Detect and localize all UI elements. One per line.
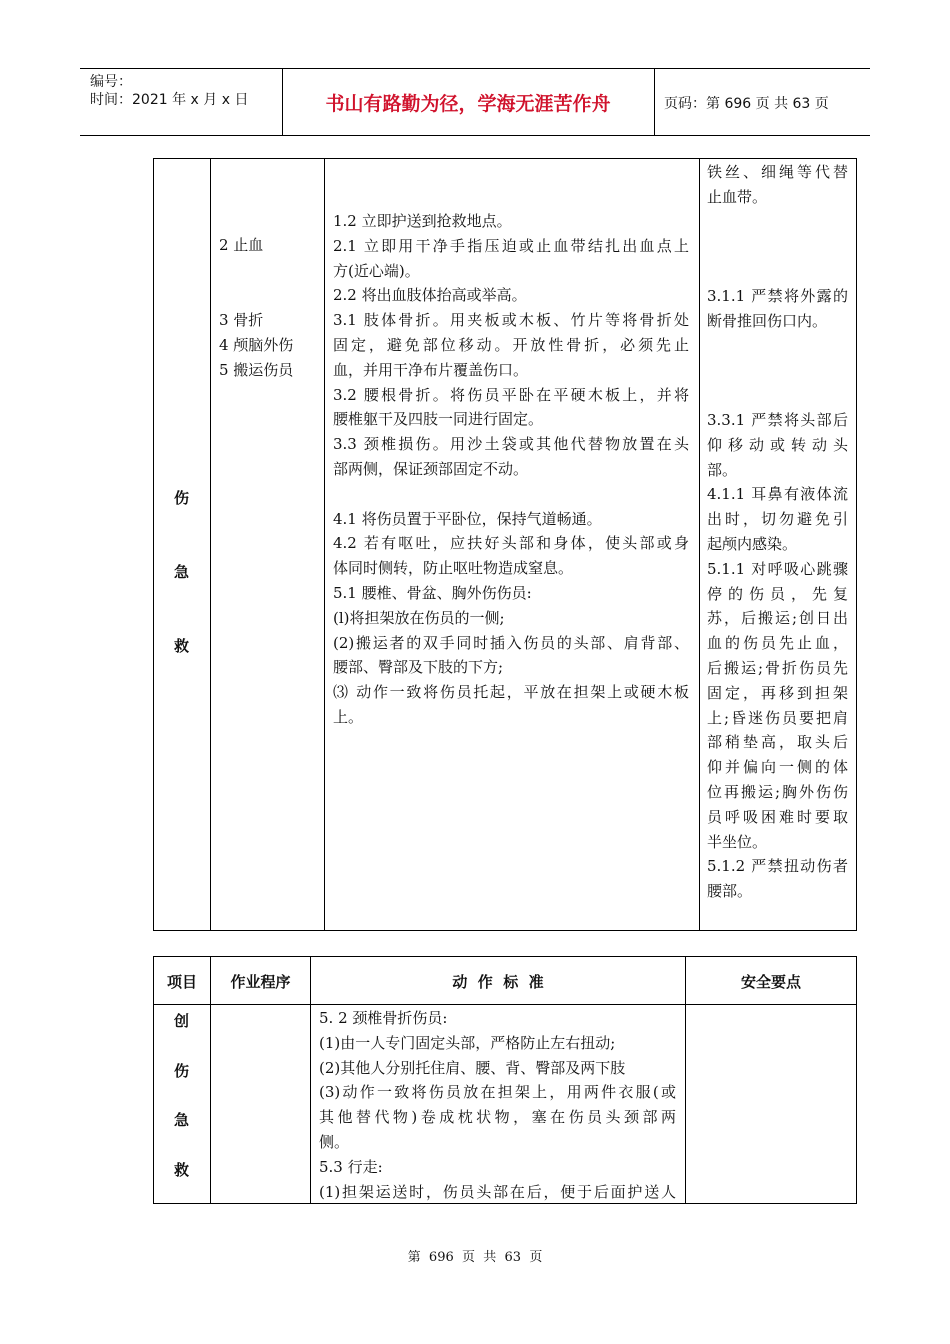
safety-line: 部稍垫高，取头后 <box>707 733 848 752</box>
header-top-rule <box>80 68 870 69</box>
table2-item-char: 救 <box>174 1161 190 1179</box>
doc-time-label: 时间：2021 年 x 月 x 日 <box>90 92 249 108</box>
action-line: 5.1 腰椎、骨盆、胸外伤伤员: <box>333 583 532 602</box>
action-line: (l)将担架放在伤员的一侧; <box>333 608 505 627</box>
safety-line: 苏，后搬运;创日出 <box>707 609 848 628</box>
action-line: 3.3 颈椎损伤。用沙土袋或其他代替物放置在头 <box>333 435 689 454</box>
safety-line: 4.1.1 耳鼻有液体流 <box>707 485 848 504</box>
table2-header-item: 项目 <box>166 973 197 991</box>
action-line: 上。 <box>333 707 364 726</box>
action-line: 其他替代物)卷成枕状物，塞在伤员头颈部两 <box>319 1108 676 1127</box>
safety-line: 部。 <box>707 460 738 479</box>
table1-col-border-1 <box>210 158 211 931</box>
table1-bottom-border <box>153 930 857 931</box>
safety-line: 员呼吸困难时要取 <box>707 807 848 826</box>
safety-line: 3.1.1 严禁将外露的 <box>707 286 848 305</box>
table1-item-char: 伤 <box>174 489 190 507</box>
procedure-step: 5 搬运伤员 <box>219 360 294 379</box>
safety-line: 腰部。 <box>707 882 753 901</box>
action-line: (2)搬运者的双手同时插入伤员的头部、肩背部、 <box>333 633 689 652</box>
table2-col-border-3 <box>685 956 686 1204</box>
safety-line <box>707 210 848 235</box>
safety-line: 铁丝、细绳等代替 <box>707 163 848 181</box>
action-line: (3)动作一致将伤员放在担架上，用两件衣服(或 <box>319 1083 676 1102</box>
table1-procedure-cell-lower <box>219 308 293 382</box>
action-line: 3.2 腰根骨折。将伤员平卧在平硬木板上，并将 <box>333 385 689 404</box>
safety-line: 后搬运;骨折伤员先 <box>707 658 848 677</box>
action-line: 侧。 <box>319 1132 350 1151</box>
safety-line: 5.1.2 严禁扭动伤者 <box>707 857 848 876</box>
page-footer: 第 696 页 共 63 页 <box>407 1250 543 1265</box>
header-page-label: 页码：第 696 页 共 63 页 <box>664 96 829 112</box>
table1-col-border-4 <box>856 158 857 931</box>
table1-col-border-2 <box>324 158 325 931</box>
safety-line: 仰并偏向一侧的体 <box>707 758 848 777</box>
table2-header-border <box>153 1004 857 1005</box>
table1-top-border <box>153 158 857 159</box>
action-line: 2.2 将出血肢体抬高或举高。 <box>333 286 527 305</box>
action-line: 4.1 将伤员置于平卧位，保持气道畅通。 <box>333 509 602 528</box>
header-motto: 书山有路勤为径，学海无涯苦作舟 <box>325 93 611 115</box>
action-line: (1)担架运送时，伤员头部在后，便于后面护送人 <box>319 1182 676 1201</box>
action-line: (2)其他人分别托住肩、腰、背、臀部及两下肢 <box>319 1058 626 1077</box>
safety-line: 半坐位。 <box>707 832 768 851</box>
doc-number-label: 编号： <box>90 74 132 90</box>
safety-line: 3.3.1 严禁将头部后 <box>707 410 848 429</box>
safety-line: 上;昏迷伤员要把肩 <box>707 708 848 727</box>
table1-procedure-cell <box>219 233 263 258</box>
safety-line <box>707 358 848 383</box>
table1-safety-cell <box>707 160 848 904</box>
procedure-step: 2 止血 <box>219 236 264 254</box>
action-line: 腰部、臀部及下肢的下方; <box>333 658 504 677</box>
table2-header-procedure: 作业程序 <box>230 973 291 991</box>
action-line: 2.1 立即用干净手指压迫或止血带结扎出血点上 <box>333 236 689 255</box>
table1-item-char: 急 <box>174 563 190 581</box>
action-line: 3.1 肢体骨折。用夹板或木板、竹片等将骨折处 <box>333 311 689 330</box>
table2-col-border-2 <box>310 956 311 1204</box>
table2-top-border <box>153 956 857 957</box>
table1-action-standard-cell <box>333 209 689 730</box>
action-line: 5.3 行走: <box>319 1157 383 1176</box>
safety-line: 5.1.1 对呼吸心跳骤 <box>707 559 848 578</box>
table2-item-char: 急 <box>174 1111 190 1129</box>
safety-line <box>707 334 848 359</box>
table1-item-char: 救 <box>174 637 190 655</box>
safety-line <box>707 234 848 259</box>
action-line: 血，并用干净布片覆盖伤口。 <box>333 360 529 379</box>
action-line: 1.2 立即护送到抢救地点。 <box>333 212 512 230</box>
safety-line: 起颅内感染。 <box>707 534 798 553</box>
action-line: ⑶ 动作一致将伤员托起，平放在担架上或硬木板 <box>333 683 689 702</box>
header-divider-right <box>654 68 655 136</box>
safety-line <box>707 259 848 284</box>
table2-header-standard: 动 作 标 准 <box>452 973 544 991</box>
action-line: 固定，避免部位移动。开放性骨折，必须先止 <box>333 335 689 354</box>
action-line: 5. 2 颈椎骨折伤员: <box>319 1009 448 1027</box>
table2-col-border-0 <box>153 956 154 1204</box>
safety-line: 断骨推回伤口内。 <box>707 311 828 330</box>
table2-col-border-1 <box>210 956 211 1204</box>
table1-col-border-0 <box>153 158 154 931</box>
safety-line: 固定，再移到担架 <box>707 683 848 702</box>
action-line <box>333 482 689 507</box>
safety-line <box>707 383 848 408</box>
safety-line: 出时，切勿避免引 <box>707 510 848 529</box>
safety-line: 位再搬运;胸外伤伤 <box>707 782 848 801</box>
safety-line: 仰移动或转动头 <box>707 435 848 454</box>
procedure-step: 4 颅脑外伤 <box>219 335 294 354</box>
action-line: 方(近心端)。 <box>333 261 420 280</box>
table2-item-char: 伤 <box>174 1062 190 1080</box>
action-line: 体同时侧转，防止呕吐物造成窒息。 <box>333 559 574 578</box>
table1-col-border-3 <box>699 158 700 931</box>
table2-col-border-4 <box>856 956 857 1204</box>
action-line: 4.2 若有呕吐，应扶好头部和身体，使头部或身 <box>333 534 689 553</box>
action-line: (1)由一人专门固定头部，严格防止左右扭动; <box>319 1033 616 1052</box>
safety-line: 止血带。 <box>707 187 768 206</box>
safety-line: 停的伤员，先复 <box>707 584 848 603</box>
safety-line: 血的伤员先止血， <box>707 634 848 653</box>
procedure-step: 3 骨折 <box>219 311 264 329</box>
action-line: 部两侧，保证颈部固定不动。 <box>333 459 529 478</box>
action-line: 腰椎躯干及四肢一同进行固定。 <box>333 410 544 429</box>
table2-item-char: 创 <box>174 1012 190 1030</box>
table2-action-standard-cell <box>319 1006 676 1204</box>
table2-header-safety: 安全要点 <box>740 973 801 991</box>
header-bottom-rule <box>80 135 870 136</box>
